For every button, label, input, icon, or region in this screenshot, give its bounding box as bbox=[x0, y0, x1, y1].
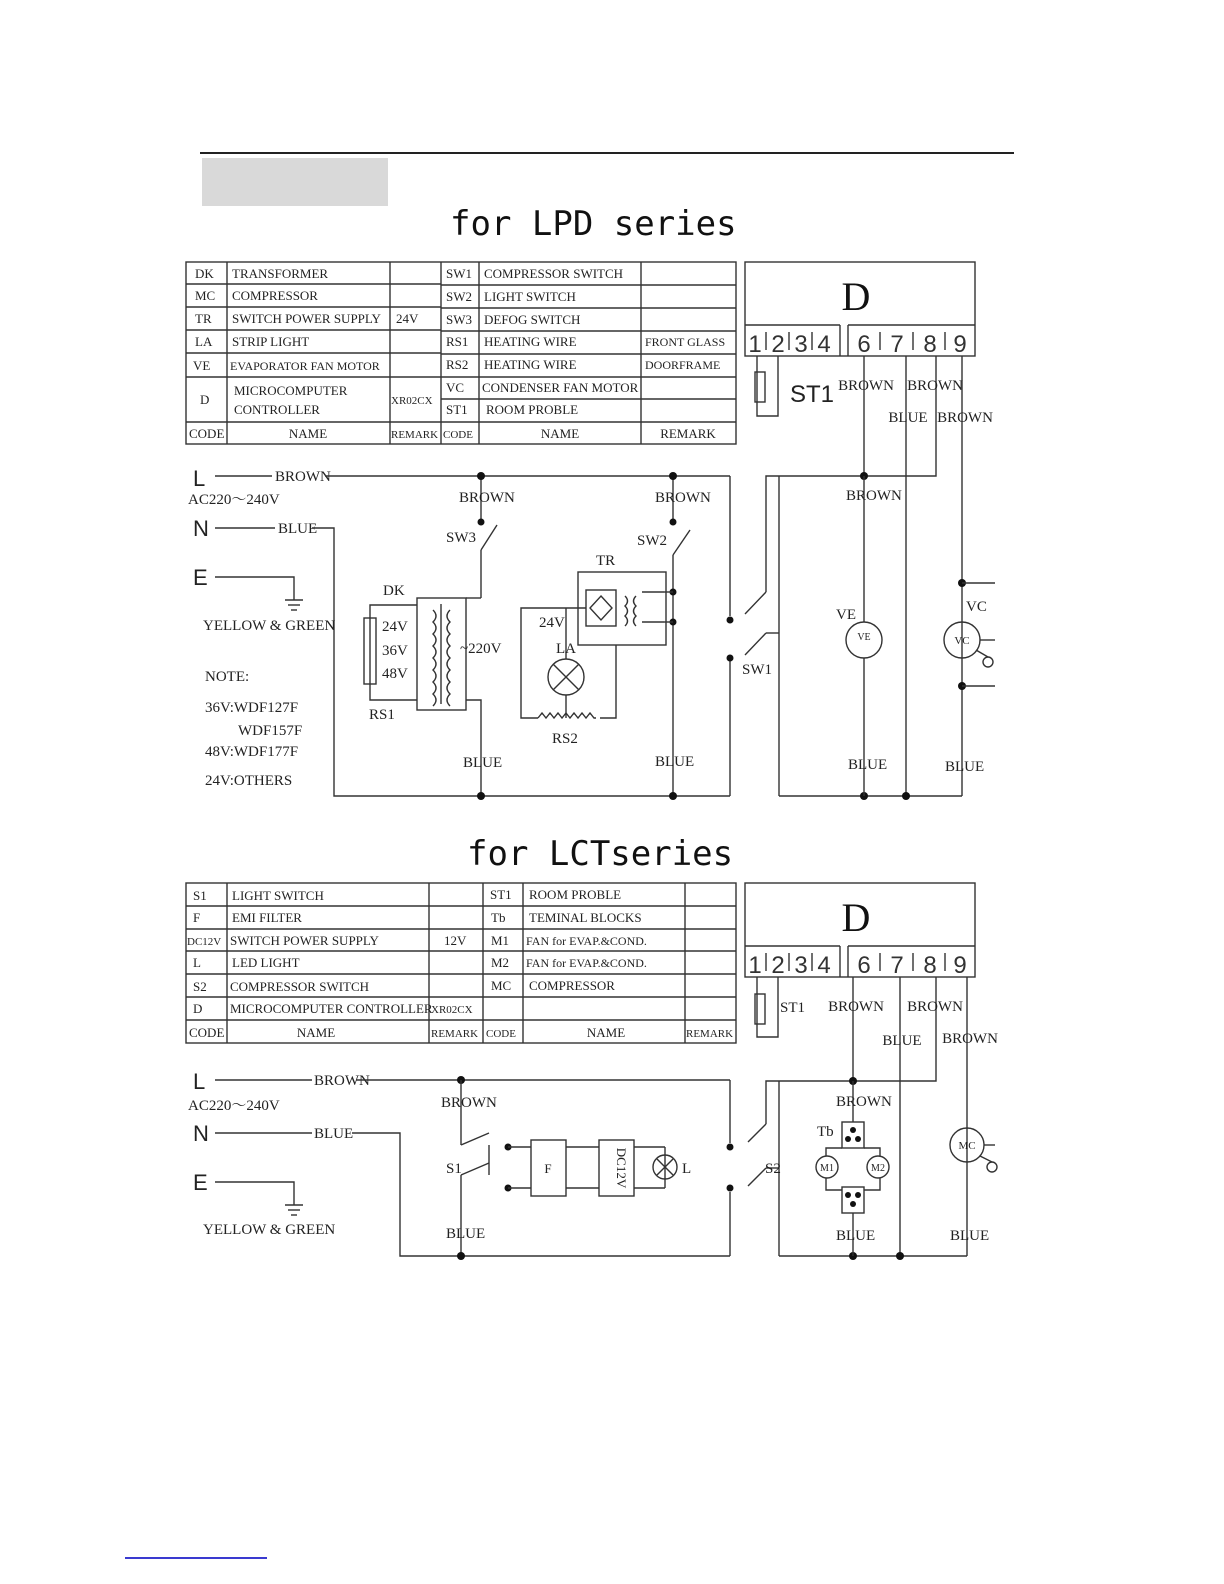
lpd-terminal-4: 4 bbox=[817, 331, 831, 358]
lpd-sw2-wire-label: BROWN bbox=[655, 490, 711, 506]
lct-terminal-2: 2 bbox=[771, 952, 785, 979]
lpd-name-vc: CONDENSER FAN MOTOR bbox=[482, 380, 639, 395]
lct-name-m1: FAN for EVAP.&COND. bbox=[526, 934, 647, 948]
lpd-dk-label: DK bbox=[383, 583, 405, 599]
lpd-v220: ~220V bbox=[460, 641, 502, 657]
lct-controller bbox=[745, 883, 998, 1256]
lct-m2-label: M2 bbox=[871, 1163, 885, 1174]
lpd-name-sw3: DEFOG SWITCH bbox=[484, 312, 581, 327]
lct-line-L-color: BROWN bbox=[314, 1073, 370, 1089]
lct-terminal-1: 1 bbox=[748, 952, 762, 979]
lpd-code-sw2: SW2 bbox=[446, 289, 472, 304]
lct-hdr-code-1: CODE bbox=[189, 1025, 225, 1040]
lpd-rs2-label: RS2 bbox=[552, 731, 578, 747]
lct-terminal-9: 9 bbox=[953, 952, 967, 979]
lct-terminal-6: 6 bbox=[857, 952, 871, 979]
lpd-controller-letter: D bbox=[841, 274, 871, 319]
lpd-ac-label: AC220～240V bbox=[188, 492, 280, 508]
lpd-note-title: NOTE: bbox=[205, 669, 250, 685]
lpd-sw2-return-label: BLUE bbox=[655, 754, 695, 770]
lct-component-table bbox=[186, 883, 736, 1043]
lpd-remark-rs1: FRONT GLASS bbox=[645, 335, 726, 349]
lpd-note-4: 24V:OTHERS bbox=[205, 773, 293, 789]
lpd-controller bbox=[745, 262, 993, 796]
lpd-sw1-label: SW1 bbox=[742, 662, 772, 678]
lpd-vc-motor-glyph: VC bbox=[954, 635, 970, 647]
lct-s2-label: S2 bbox=[765, 1161, 781, 1177]
lpd-component-table bbox=[186, 262, 736, 444]
lpd-v36: 36V bbox=[382, 643, 408, 659]
lpd-term6-wire-label: BROWN bbox=[838, 378, 894, 394]
lct-name-st1: ROOM PROBLE bbox=[529, 887, 622, 902]
lpd-tr-label: TR bbox=[596, 553, 616, 569]
lct-m1-label: M1 bbox=[820, 1163, 834, 1174]
lct-name-s1: LIGHT SWITCH bbox=[232, 888, 324, 903]
lpd-line-E: E bbox=[193, 565, 208, 590]
lct-name-m2: FAN for EVAP.&COND. bbox=[526, 956, 647, 970]
lpd-v24: 24V bbox=[382, 619, 408, 635]
lpd-term9-wire-label: BROWN bbox=[937, 410, 993, 426]
lpd-code-d: D bbox=[200, 392, 210, 407]
lpd-ve-wire-label: BROWN bbox=[846, 488, 902, 504]
lpd-name-la: STRIP LIGHT bbox=[232, 334, 310, 349]
lct-code-st1: ST1 bbox=[490, 887, 512, 902]
lct-dc12v-label: DC12V bbox=[614, 1147, 629, 1189]
lct-filter-label: F bbox=[544, 1161, 552, 1176]
lct-term8-wire-label: BROWN bbox=[907, 999, 963, 1015]
lpd-code-sw3: SW3 bbox=[446, 312, 472, 327]
lpd-remark-tr: 24V bbox=[396, 311, 419, 326]
lct-name-s2: COMPRESSOR SWITCH bbox=[230, 979, 370, 994]
lct-remark-d: XR02CX bbox=[431, 1004, 473, 1016]
lpd-hdr-remark-1: REMARK bbox=[391, 429, 439, 441]
lct-name-d: MICROCOMPUTER CONTROLLER bbox=[230, 1001, 433, 1016]
lpd-terminal-9: 9 bbox=[953, 331, 967, 358]
lpd-hdr-remark-2: REMARK bbox=[660, 426, 716, 441]
lct-code-f: F bbox=[193, 910, 201, 925]
lct-name-l: LED LIGHT bbox=[232, 955, 300, 970]
lpd-sw3-return-label: BLUE bbox=[463, 755, 503, 771]
lct-circuit bbox=[188, 1069, 997, 1260]
lct-terminal-7: 7 bbox=[890, 952, 904, 979]
lct-terminal-3: 3 bbox=[794, 952, 808, 979]
lpd-terminal-6: 6 bbox=[857, 331, 871, 358]
lpd-code-st1: ST1 bbox=[446, 402, 468, 417]
lpd-vc-return-label: BLUE bbox=[945, 759, 985, 775]
lct-term6-wire-label: BROWN bbox=[828, 999, 884, 1015]
lct-code-dc12v: DC12V bbox=[187, 936, 222, 948]
lpd-terminal-8: 8 bbox=[923, 331, 937, 358]
lpd-term7-wire-label: BLUE bbox=[888, 410, 928, 426]
lct-hdr-name-1: NAME bbox=[296, 1025, 336, 1040]
lct-terminal-8: 8 bbox=[923, 952, 937, 979]
lct-code-tb: Tb bbox=[491, 910, 506, 925]
lct-controller-letter: D bbox=[841, 895, 871, 940]
lct-hdr-name-2: NAME bbox=[586, 1025, 626, 1040]
lct-code-m1: M1 bbox=[491, 933, 510, 948]
lpd-name-rs2: HEATING WIRE bbox=[484, 357, 577, 372]
lct-line-E: E bbox=[193, 1170, 208, 1195]
lpd-ve-label: VE bbox=[836, 607, 856, 623]
lpd-name-dk: TRANSFORMER bbox=[232, 266, 329, 281]
lct-code-s2: S2 bbox=[193, 979, 207, 994]
lpd-line-N-color: BLUE bbox=[278, 521, 318, 537]
lpd-term8-wire-label: BROWN bbox=[907, 378, 963, 394]
lct-name-mc: COMPRESSOR bbox=[529, 978, 615, 993]
lpd-name-st1: ROOM PROBLE bbox=[486, 402, 579, 417]
lct-tb-return-label: BLUE bbox=[836, 1228, 876, 1244]
lpd-circuit bbox=[188, 466, 995, 800]
lpd-la-label: LA bbox=[556, 641, 576, 657]
lct-code-l: L bbox=[193, 955, 201, 970]
lct-s1-wire-label: BROWN bbox=[441, 1095, 497, 1111]
lpd-hdr-code-2: CODE bbox=[443, 429, 473, 441]
lpd-name-ve: EVAPORATOR FAN MOTOR bbox=[230, 359, 380, 373]
lct-hdr-code-2: CODE bbox=[486, 1028, 516, 1040]
lpd-code-sw1: SW1 bbox=[446, 266, 472, 281]
lpd-name-rs1: HEATING WIRE bbox=[484, 334, 577, 349]
lpd-code-tr: TR bbox=[195, 311, 212, 326]
lct-probe-label: ST1 bbox=[780, 1000, 806, 1016]
lpd-ve-return-label: BLUE bbox=[848, 757, 888, 773]
lpd-la-voltage: 24V bbox=[539, 615, 565, 631]
lct-lamp-label: L bbox=[682, 1161, 692, 1177]
lct-hdr-remark-2: REMARK bbox=[686, 1028, 734, 1040]
lpd-terminal-1: 1 bbox=[748, 331, 762, 358]
lpd-line-L: L bbox=[193, 466, 206, 491]
lpd-name-sw1: COMPRESSOR SWITCH bbox=[484, 266, 624, 281]
lpd-code-rs1: RS1 bbox=[446, 334, 469, 349]
lct-term9-wire-label: BROWN bbox=[942, 1031, 998, 1047]
lpd-rs1-label: RS1 bbox=[369, 707, 395, 723]
lpd-hdr-name-1: NAME bbox=[288, 426, 328, 441]
lct-mc-return-label: BLUE bbox=[950, 1228, 990, 1244]
lpd-terminal-7: 7 bbox=[890, 331, 904, 358]
lpd-name-mc: COMPRESSOR bbox=[232, 288, 318, 303]
lct-name-f: EMI FILTER bbox=[232, 910, 302, 925]
lpd-vc-label: VC bbox=[966, 599, 987, 615]
lct-name-tb: TEMINAL BLOCKS bbox=[529, 910, 642, 925]
lpd-hdr-name-2: NAME bbox=[540, 426, 580, 441]
lct-code-d: D bbox=[193, 1001, 203, 1016]
lpd-note-1: 36V:WDF127F bbox=[205, 700, 299, 716]
lct-terminal-4: 4 bbox=[817, 952, 831, 979]
lpd-hdr-code-1: CODE bbox=[189, 426, 225, 441]
lpd-note-2: WDF157F bbox=[238, 723, 303, 739]
lpd-terminal-2: 2 bbox=[771, 331, 785, 358]
lct-tb-wire-label: BROWN bbox=[836, 1094, 892, 1110]
lpd-sw3-wire-label: BROWN bbox=[459, 490, 515, 506]
lct-code-s1: S1 bbox=[193, 888, 207, 903]
lpd-terminal-3: 3 bbox=[794, 331, 808, 358]
lpd-v48: 48V bbox=[382, 666, 408, 682]
lpd-ground-label: YELLOW & GREEN bbox=[203, 618, 336, 634]
lpd-code-vc: VC bbox=[446, 380, 465, 395]
lct-name-dc12v: SWITCH POWER SUPPLY bbox=[230, 933, 379, 948]
lct-title: for LCTseries bbox=[467, 834, 734, 874]
lpd-code-mc: MC bbox=[195, 288, 216, 303]
lct-code-mc: MC bbox=[491, 978, 512, 993]
lct-s1-return-label: BLUE bbox=[446, 1226, 486, 1242]
lct-s1-label: S1 bbox=[446, 1161, 462, 1177]
lpd-remark-rs2: DOORFRAME bbox=[645, 358, 721, 372]
lct-remark-dc12v: 12V bbox=[444, 933, 467, 948]
lct-mc-label: MC bbox=[958, 1140, 976, 1152]
lct-line-L: L bbox=[193, 1069, 206, 1094]
lct-ac-label: AC220～240V bbox=[188, 1098, 280, 1114]
lpd-title: for LPD series bbox=[450, 204, 737, 244]
lpd-code-rs2: RS2 bbox=[446, 357, 469, 372]
lpd-probe-label: ST1 bbox=[790, 381, 835, 408]
lpd-sw3-label: SW3 bbox=[446, 530, 476, 546]
lpd-code-dk: DK bbox=[195, 266, 214, 281]
lct-hdr-remark-1: REMARK bbox=[431, 1028, 479, 1040]
lct-ground-label: YELLOW & GREEN bbox=[203, 1222, 336, 1238]
lpd-code-la: LA bbox=[195, 334, 213, 349]
lpd-name-d: MICROCOMPUTER bbox=[234, 383, 348, 398]
lct-line-N-color: BLUE bbox=[314, 1126, 354, 1142]
lct-line-N: N bbox=[193, 1121, 209, 1146]
lct-term7-wire-label: BLUE bbox=[882, 1033, 922, 1049]
lpd-code-ve: VE bbox=[193, 358, 211, 373]
lpd-line-L-color: BROWN bbox=[275, 469, 331, 485]
lpd-note-3: 48V:WDF177F bbox=[205, 744, 299, 760]
lpd-name-d-2: CONTROLLER bbox=[234, 402, 320, 417]
lpd-ve-motor-glyph: VE bbox=[857, 632, 871, 643]
lpd-line-N: N bbox=[193, 516, 209, 541]
lct-tb-label: Tb bbox=[817, 1124, 834, 1140]
lpd-sw2-label: SW2 bbox=[637, 533, 667, 549]
lpd-name-sw2: LIGHT SWITCH bbox=[484, 289, 576, 304]
lpd-remark-d: XR02CX bbox=[391, 395, 433, 407]
lct-code-m2: M2 bbox=[491, 955, 510, 970]
lpd-name-tr: SWITCH POWER SUPPLY bbox=[232, 311, 381, 326]
